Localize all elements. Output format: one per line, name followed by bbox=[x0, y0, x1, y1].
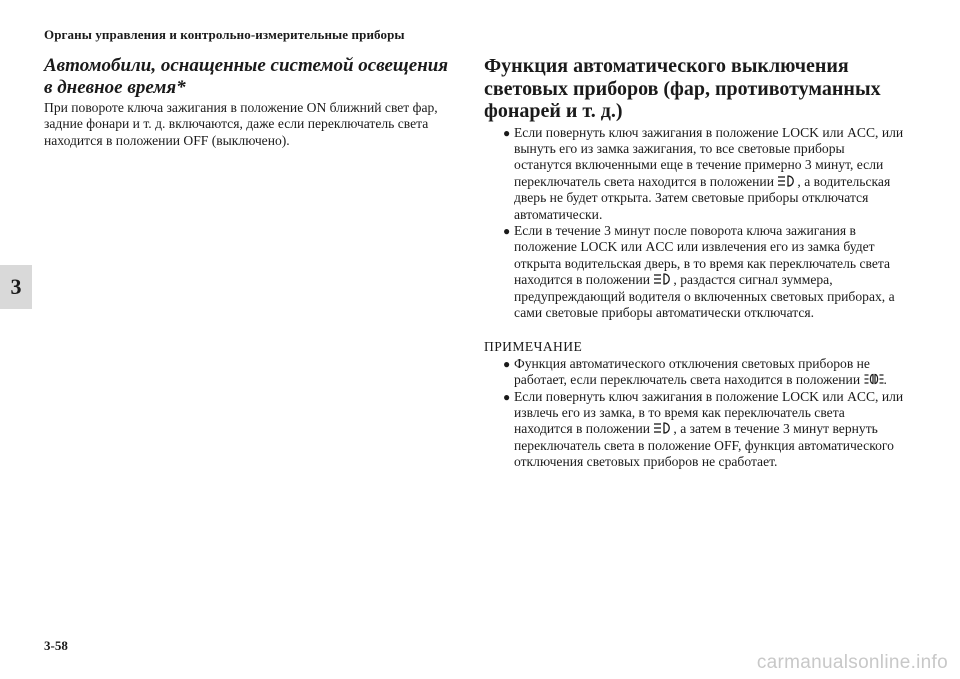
note-list bbox=[484, 356, 904, 471]
list-item: ● Функция автоматического отключения световых приборов не работает, если переключатель света находится в положении . bbox=[503, 355, 887, 388]
note-label: ПРИМЕЧАНИЕ bbox=[484, 339, 583, 355]
bullet-icon: ● bbox=[503, 356, 511, 371]
right-column bbox=[484, 55, 904, 471]
bullet-icon: ● bbox=[503, 125, 511, 140]
auto-off-list bbox=[484, 125, 904, 322]
chapter-tab bbox=[0, 265, 32, 309]
headlight-symbol-icon bbox=[777, 175, 797, 187]
list-item: ● Если повернуть ключ зажигания в положение LOCK или ACC, или извлечь его из замка, в то время как переключатель света находится в положении , а затем в течение 3 минут вернуть переключатель света в положение OFF, функция автоматического отключения световых приборов не сработает. bbox=[503, 388, 904, 470]
bullet-icon: ● bbox=[503, 223, 511, 238]
list-item: ● Если повернуть ключ зажигания в положение LOCK или ACC, или вынуть его из замка зажигания, то все световые приборы останутся включенными еще в течение примерно 3 минут, если переключатель света находится в положении , а водительская дверь не будет открыта. Затем световые приборы отключатся автоматически. bbox=[503, 124, 904, 222]
daytime-lights-heading: Автомобили, оснащенные системой освещения в дневное время* bbox=[44, 55, 449, 98]
chapter-number: 3 bbox=[10, 274, 22, 299]
auto-off-heading: Функция автоматического выключения световых приборов (фар, противотуманных фонарей и т. д.) bbox=[484, 55, 881, 122]
running-title: Органы управления и контрольно-измерительные приборы bbox=[44, 27, 405, 42]
left-column bbox=[44, 55, 454, 149]
watermark: carmanualsonline.info bbox=[756, 652, 948, 673]
daytime-lights-text: При повороте ключа зажигания в положение ON ближний свет фар, задние фонари и т. д. включаются, даже если переключатель света находится в положении OFF (выключено). bbox=[44, 100, 438, 148]
page-number: 3-58 bbox=[44, 638, 68, 653]
headlight-symbol-icon bbox=[653, 422, 673, 434]
bullet-icon: ● bbox=[503, 389, 511, 404]
parking-light-symbol-icon bbox=[864, 373, 884, 385]
headlight-symbol-icon bbox=[653, 273, 673, 285]
list-item: ● Если в течение 3 минут после поворота ключа зажигания в положение LOCK или ACC или извлечения его из замка будет открыта водительская дверь, в то время как переключатель света находится в положении , раздастся сигнал зуммера, предупреждающий водителя о включенных световых приборах, а сами световые приборы автоматически отключатся. bbox=[503, 222, 895, 320]
